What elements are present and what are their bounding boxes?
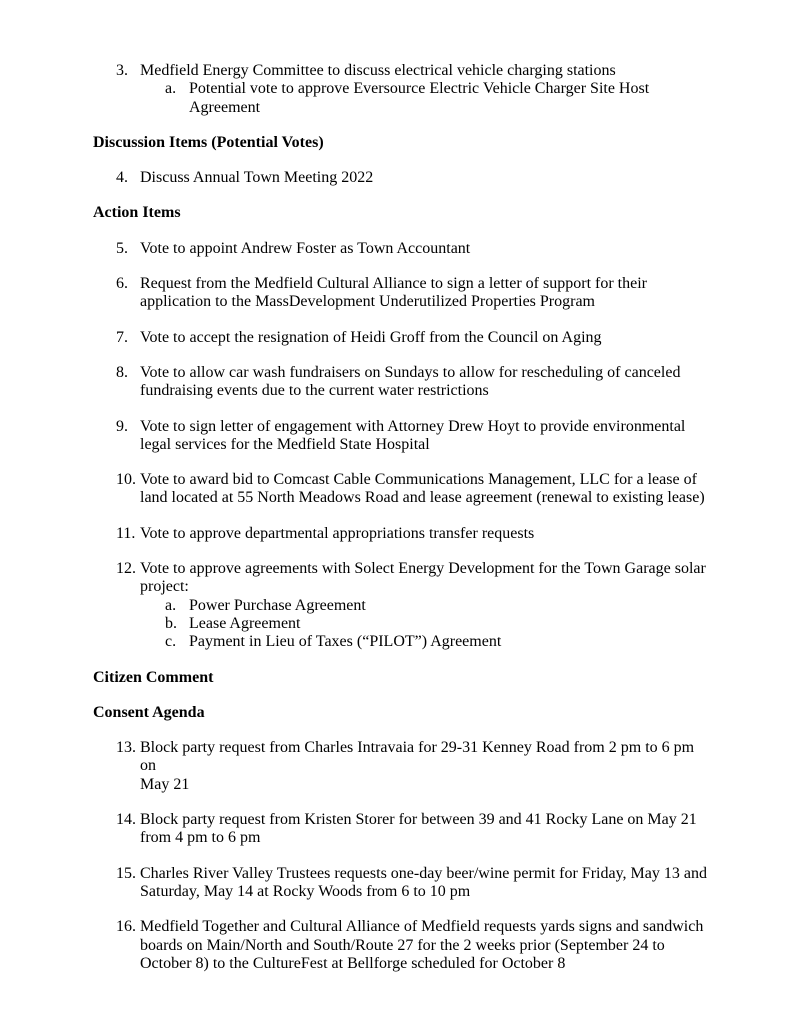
agenda-item xyxy=(93,560,713,651)
item-text: Vote to allow car wash fundraisers on Sundays to allow for rescheduling of canceled fundraising events due to the current water restrictions xyxy=(140,363,681,400)
item-text: Medfield Energy Committee to discuss electrical vehicle charging stations xyxy=(140,62,616,79)
agenda-item xyxy=(93,918,713,973)
section-heading: Consent Agenda xyxy=(93,703,205,721)
item-text: Block party request from Charles Intravaia for 29-31 Kenney Road from 2 pm to 6 pm on May 21 xyxy=(140,739,695,793)
item-body xyxy=(140,418,713,455)
item-body xyxy=(140,865,713,902)
agenda-item xyxy=(93,811,713,848)
item-text: Vote to approve agreements with Solect Energy Development for the Town Garage solar project: xyxy=(140,560,706,596)
section-heading: Discussion Items (Potential Votes) xyxy=(93,133,324,151)
item-number: 16. xyxy=(116,918,136,936)
subitem-text: Payment in Lieu of Taxes (“PILOT”) Agreement xyxy=(189,633,502,651)
item-body xyxy=(140,560,713,651)
item-text: Vote to approve departmental appropriations transfer requests xyxy=(140,524,535,542)
item-text: Vote to appoint Andrew Foster as Town Accountant xyxy=(140,239,471,257)
agenda-item xyxy=(93,169,713,187)
item-body xyxy=(140,811,713,848)
agenda-item xyxy=(93,275,713,312)
item-number: 8. xyxy=(116,363,128,381)
item-text: Vote to accept the resignation of Heidi Groff from the Council on Aging xyxy=(140,328,602,346)
agenda-item xyxy=(93,471,713,508)
agenda-item xyxy=(93,240,713,258)
agenda-subitem xyxy=(140,597,713,615)
agenda-item xyxy=(93,865,713,902)
agenda-subitem xyxy=(140,615,713,633)
item-number: 6. xyxy=(116,275,128,293)
agenda-subitem xyxy=(140,80,713,117)
agenda-item xyxy=(93,525,713,543)
item-body xyxy=(140,918,713,973)
subitem-letter: a. xyxy=(165,596,177,614)
item-number: 12. xyxy=(116,560,136,578)
agenda-item xyxy=(93,364,713,401)
subitem-text: Potential vote to approve Eversource Electric Vehicle Charger Site Host Agreement xyxy=(189,80,650,116)
item-body xyxy=(140,275,713,312)
item-body xyxy=(140,471,713,508)
section-heading: Citizen Comment xyxy=(93,668,214,686)
item-body xyxy=(140,62,713,117)
agenda-item xyxy=(93,418,713,455)
item-text: Block party request from Kristen Storer for between 39 and 41 Rocky Lane on May 21 from 4 pm to 6 pm xyxy=(140,811,697,847)
item-number: 10. xyxy=(116,471,136,489)
section-heading: Action Items xyxy=(93,204,181,222)
subitem-letter: b. xyxy=(165,614,177,632)
item-text: Medfield Together and Cultural Alliance of Medfield requests yards signs and sandwich boards on Main/North and South/Route 27 for the 2 weeks prior (September 24 to October 8) to the CultureFest at Bellforge scheduled for October 8 xyxy=(140,918,704,972)
item-text: Discuss Annual Town Meeting 2022 xyxy=(140,169,374,187)
item-number: 9. xyxy=(116,417,128,435)
agenda-subitem xyxy=(140,633,713,651)
item-body xyxy=(140,364,713,401)
item-number: 4. xyxy=(116,169,128,187)
item-number: 5. xyxy=(116,239,128,257)
agenda-item xyxy=(93,62,713,117)
agenda-item xyxy=(93,739,713,794)
subitem-text: Power Purchase Agreement xyxy=(189,596,366,614)
item-number: 14. xyxy=(116,811,136,829)
item-body xyxy=(140,169,713,187)
item-text: Vote to award bid to Comcast Cable Communications Management, LLC for a lease of land located at 55 North Meadows Road and lease agreement (renewal to existing lease) xyxy=(140,471,705,507)
item-text: Request from the Medfield Cultural Alliance to sign a letter of support for their application to the MassDevelopment Underutilized Properties Program xyxy=(140,275,647,311)
item-number: 7. xyxy=(116,328,128,346)
item-number: 11. xyxy=(116,524,136,542)
subitem-letter: a. xyxy=(165,80,177,98)
item-text: Vote to sign letter of engagement with Attorney Drew Hoyt to provide environmental legal services for the Medfield State Hospital xyxy=(140,417,686,453)
item-body xyxy=(140,329,713,347)
item-body xyxy=(140,525,713,543)
item-body xyxy=(140,240,713,258)
item-body xyxy=(140,739,713,794)
item-text: Charles River Valley Trustees requests one-day beer/wine permit for Friday, May 13 and Saturday, May 14 at Rocky Woods from 6 to 10 pm xyxy=(140,864,707,900)
agenda-item xyxy=(93,329,713,347)
subitem-text: Lease Agreement xyxy=(189,614,301,632)
item-number: 15. xyxy=(116,864,136,882)
subitem-letter: c. xyxy=(165,633,177,651)
item-number: 3. xyxy=(116,62,128,79)
item-number: 13. xyxy=(116,739,136,757)
